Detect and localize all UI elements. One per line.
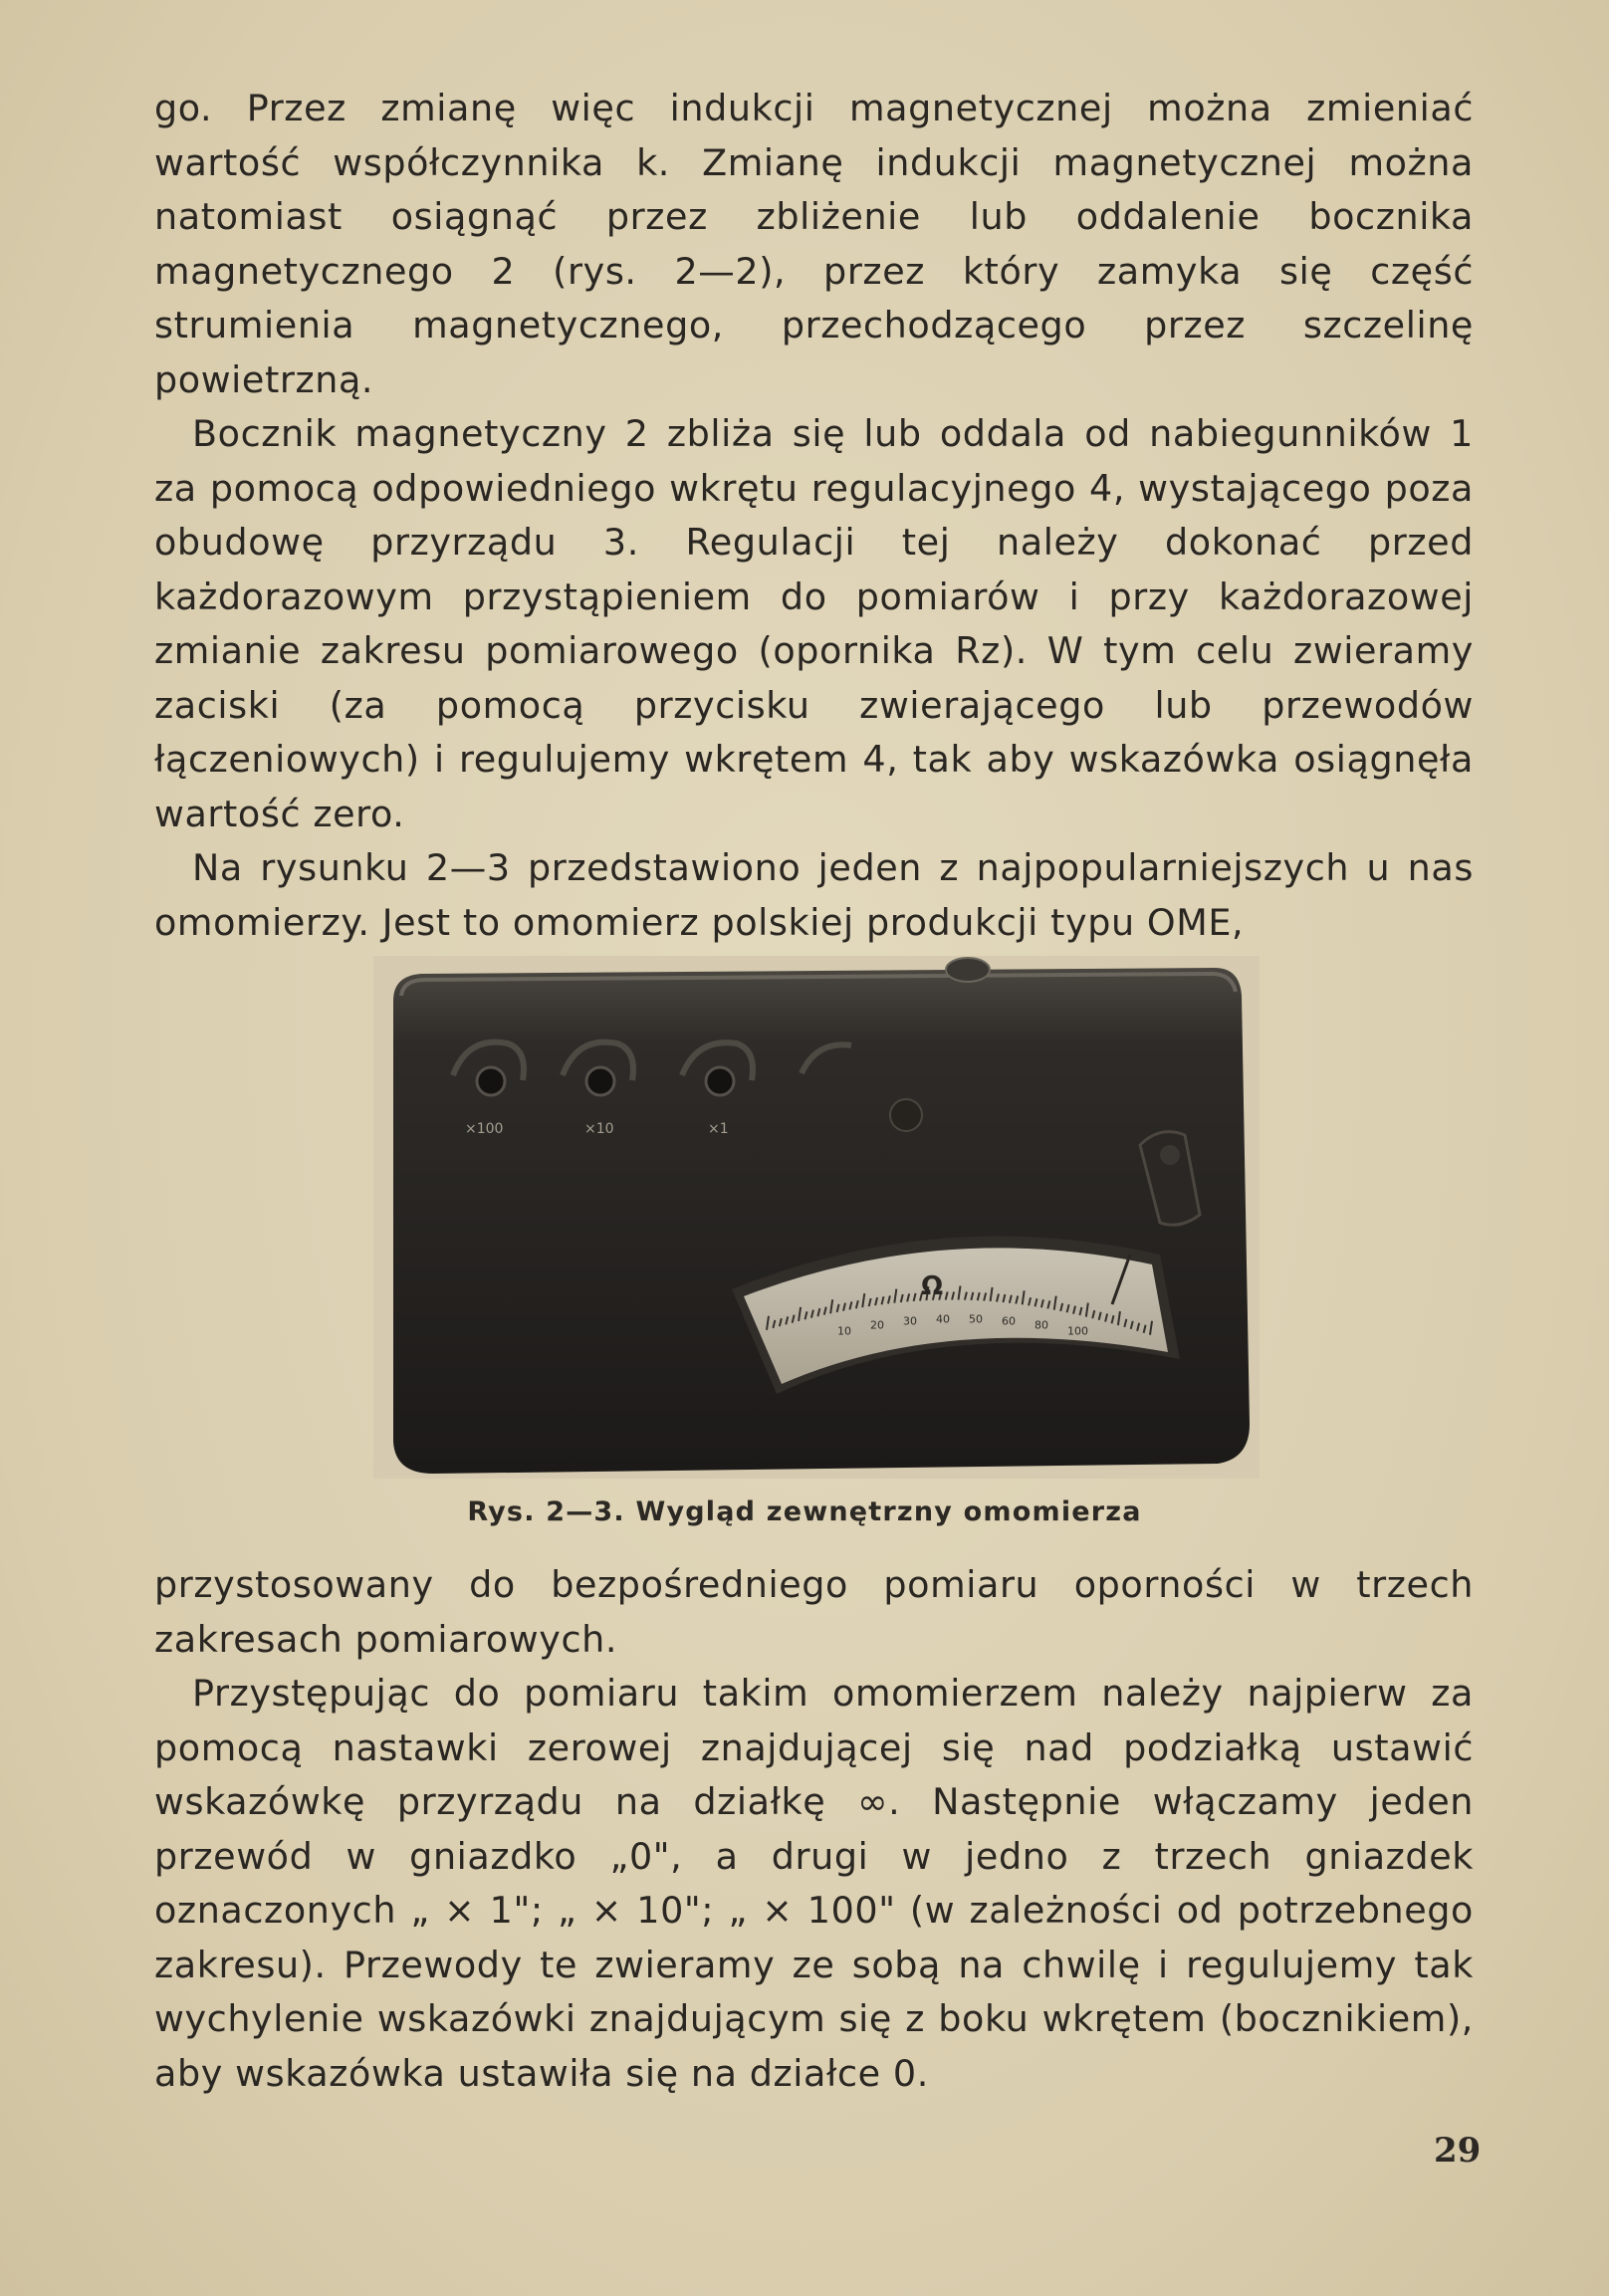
screw-icon [890,1099,922,1131]
socket-label-x10: ×10 [584,1121,614,1137]
scale-number: 20 [870,1318,884,1332]
socket-label-x1: ×1 [708,1121,729,1137]
scale-number: 100 [1067,1324,1088,1338]
socket-icon [477,1067,505,1095]
ohmmeter-photo [373,956,1260,1479]
meter-case [393,968,1250,1474]
scale-number: 30 [903,1314,917,1328]
text-block-bottom [154,1558,1474,2101]
side-screw-icon [1160,1145,1180,1165]
zero-knob [946,958,990,982]
paragraph: Na rysunku 2—3 przedstawiono jeden z najpopularniejszych u nas omomierzy. Jest to omomierz polskiej produkcji typu OME, [154,846,1474,944]
page-number: 29 [1434,2131,1482,2171]
paragraph: Bocznik magnetyczny 2 zbliża się lub oddala od nabiegunników 1 za pomocą odpowiedniego wkrętu regulacyjnego 4, wystającego poza obudowę przyrządu 3. Regulacji tej należy dokonać przed każdorazowym przystąpieniem do pomiarów i przy każdorazowej zmianie zakresu pomiarowego (opornika Rz). W tym celu zwieramy zaciski (za pomocą przycisku zwierającego lub przewodów łączeniowych) i regulujemy wkrętem 4, tak aby wskazówka osiągnęła wartość zero. [154,412,1474,835]
paragraph: Przystępując do pomiaru takim omomierzem należy najpierw za pomocą nastawki zerowej znajdującej się nad podziałką ustawić wskazówkę przyrządu na działkę ∞. Następnie włączamy jeden przewód w gniazdko „0", a drugi w jedno z trzech gniazdek oznaczonych „ × 1"; „ × 10"; „ × 100" (w zależności od potrzebnego zakresu). Przewody te zwieramy ze sobą na chwilę i regulujemy tak wychylenie wskazówki znajdującym się z boku wkrętem (bocznikiem), aby wskazówka ustawiła się na działce 0. [154,1672,1474,2095]
paragraph: go. Przez zmianę więc indukcji magnetycznej można zmieniać wartość współczynnika k. Zmianę indukcji magnetycznej można natomiast osiągnąć przez zbliżenie lub oddalenie bocznika magnetycznego 2 (rys. 2—2), przez który zamyka się część strumienia magnetycznego, przechodzącego przez szczelinę powietrzną. [154,87,1474,401]
scale-number: 80 [1034,1318,1048,1332]
socket-icon [586,1067,614,1095]
scale-symbol: Ω [921,1271,944,1301]
paragraph: przystosowany do bezpośredniego pomiaru oporności w trzech zakresach pomiarowych. [154,1563,1474,1661]
scale-number: 40 [936,1312,950,1326]
figure-caption: Rys. 2—3. Wygląd zewnętrzny omomierza [467,1496,1142,1527]
scale-number: 10 [837,1324,851,1338]
socket-icon [706,1067,734,1095]
scale-number: 60 [1002,1314,1016,1328]
scale-number: 50 [969,1312,983,1326]
text-block-top [154,82,1474,950]
socket-label-x100: ×100 [465,1121,504,1137]
